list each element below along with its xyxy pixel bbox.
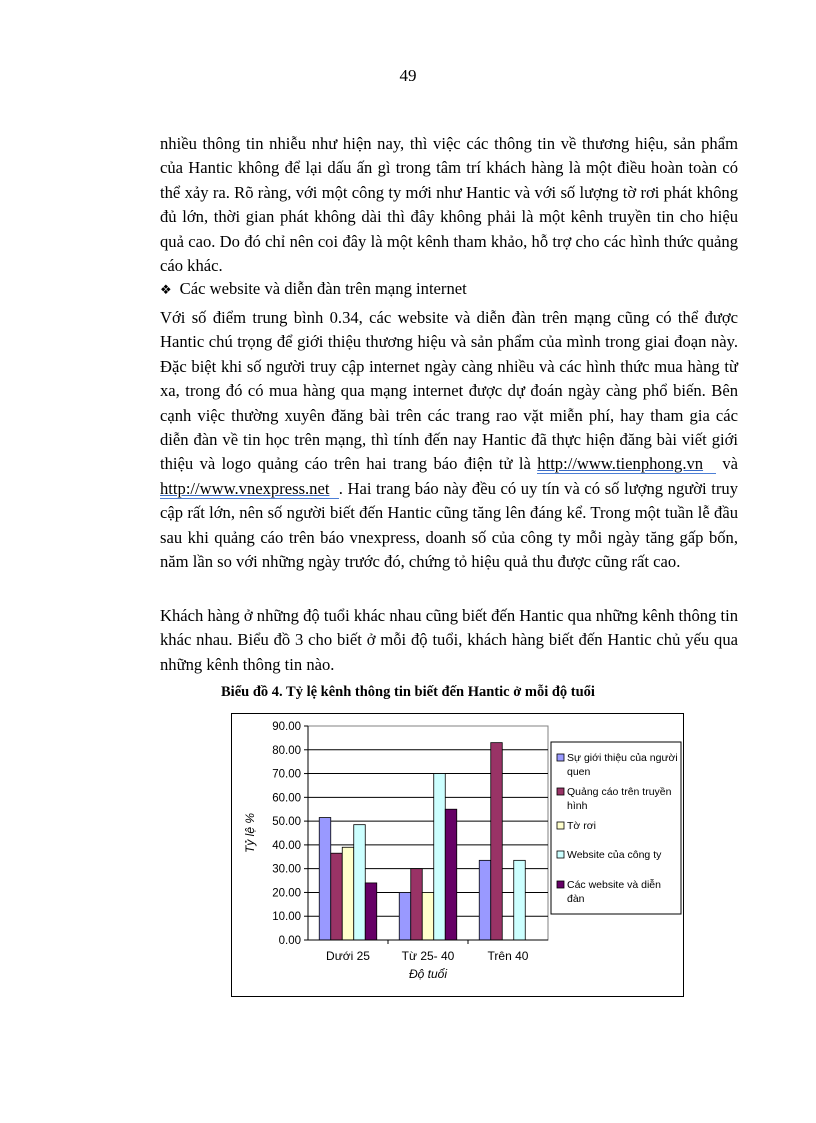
- bar: [354, 825, 366, 940]
- bar: [399, 892, 411, 940]
- legend-label: hình: [567, 800, 588, 812]
- bar-chart: [232, 714, 683, 996]
- legend-label: đàn: [567, 893, 585, 905]
- bar: [331, 853, 343, 940]
- paragraph-1: [160, 132, 738, 278]
- tienphong-link[interactable]: http://www.tienphong.vn: [537, 454, 704, 474]
- paragraph-2-text-end: . Hai trang báo này đều có uy tín và có số lượng người truy cập rất lớn, nên số người biết đến Hantic cũng tăng lên đáng kể. Trong một tuần lễ đầu sau khi quảng cáo trên báo vnexpress, doanh số của công ty mỗi ngày tăng gấp bốn, năm lần so với những ngày trước đó, chứng tỏ hiệu quả thu được cũng rất cao.: [160, 478, 739, 572]
- bar: [445, 809, 457, 940]
- x-tick-label: Dưới 25: [326, 949, 370, 963]
- bar: [342, 847, 354, 940]
- y-tick-label: 50.00: [272, 816, 301, 829]
- legend-swatch: [557, 754, 564, 761]
- y-tick-label: 90.00: [272, 721, 301, 733]
- y-tick-label: 80.00: [272, 744, 301, 757]
- bullet-heading: [160, 279, 467, 299]
- paragraph-1-text: nhiều thông tin nhiễu như hiện nay, thì việc các thông tin về thương hiệu, sản phẩm của Hantic không để lại dấu ấn gì trong tâm trí khách hàng là một điều hoàn toàn có thể xảy ra. Rõ ràng, với một công ty mới như Hantic và với số lượng tờ rơi phát không đủ lớn, thời gian phát không dài thì đây không phải là một kênh truyền tin cho hiệu quả cao. Do đó chỉ nên coi đây là một kênh tham khảo, hỗ trợ cho các hình thức quảng cáo khác.: [160, 134, 738, 276]
- y-tick-label: 20.00: [272, 887, 301, 900]
- x-tick-label: Trên 40: [487, 949, 529, 963]
- chart-caption: Biểu đồ 4. Tỷ lệ kênh thông tin biết đến Hantic ở mỗi độ tuổi: [221, 684, 595, 700]
- paragraph-3-text: Khách hàng ở những độ tuổi khác nhau cũng biết đến Hantic qua những kênh thông tin khác nhau. Biểu đồ 3 cho biết ở mỗi độ tuổi, khách hàng biết đến Hantic chủ yếu qua những kênh thông tin nào.: [160, 606, 738, 674]
- diamond-bullet-icon: ❖: [160, 282, 172, 297]
- x-tick-label: Từ 25- 40: [401, 949, 455, 963]
- chart-frame: [231, 713, 684, 997]
- legend-label: Các website và diễn: [567, 879, 661, 891]
- page-number: 49: [399, 66, 417, 85]
- bar: [479, 860, 491, 940]
- legend-label: Sự giới thiệu của người: [567, 752, 678, 764]
- y-tick-label: 10.00: [272, 911, 301, 924]
- y-tick-label: 70.00: [272, 768, 301, 781]
- bar: [514, 860, 526, 940]
- y-axis-title: Tỷ lệ %: [243, 812, 257, 854]
- bar: [411, 869, 423, 940]
- bar: [365, 883, 377, 940]
- paragraph-3: [160, 604, 738, 677]
- bar: [434, 774, 446, 940]
- legend-swatch: [557, 881, 564, 888]
- x-axis-title: Độ tuổi: [408, 967, 448, 981]
- legend-label: Quảng cáo trên truyền: [567, 786, 672, 798]
- bar: [491, 743, 503, 940]
- legend-label: Website của công ty: [567, 849, 662, 861]
- paragraph-2-and: và: [722, 454, 739, 474]
- legend-label: quen: [567, 766, 591, 778]
- bullet-heading-text: Các website và diễn đàn trên mạng internet: [179, 279, 467, 298]
- y-tick-label: 60.00: [272, 792, 301, 805]
- y-tick-label: 30.00: [272, 863, 301, 876]
- y-tick-label: 0.00: [278, 935, 301, 947]
- legend-swatch: [557, 822, 564, 829]
- paragraph-2: [160, 306, 738, 574]
- legend-swatch: [557, 788, 564, 795]
- paragraph-2-text-start: Với số điểm trung bình 0.34, các website và diễn đàn trên mạng cũng có thể được Hantic chú trọng để giới thiệu thương hiệu và sản phẩm của mình trong giai đoạn này. Đặc biệt khi số người truy cập internet ngày càng nhiều và các hình thức mua hàng từ xa, trong đó có mua hàng qua mạng internet được dự đoán ngày càng phổ biến. Bên cạnh việc thường xuyên đăng bài trên các trang rao vặt miễn phí, hay tham gia các diễn đàn về tin học trên mạng, thì tính đến nay Hantic đã thực hiện đăng bài viết giới thiệu và logo quảng cáo trên hai trang báo điện tử là: [160, 308, 738, 474]
- vnexpress-link[interactable]: http://www.vnexpress.net: [160, 478, 330, 498]
- bar: [422, 892, 434, 940]
- bar: [319, 818, 331, 940]
- y-tick-label: 40.00: [272, 839, 301, 852]
- legend-swatch: [557, 851, 564, 858]
- legend-label: Tờ rơi: [567, 820, 596, 832]
